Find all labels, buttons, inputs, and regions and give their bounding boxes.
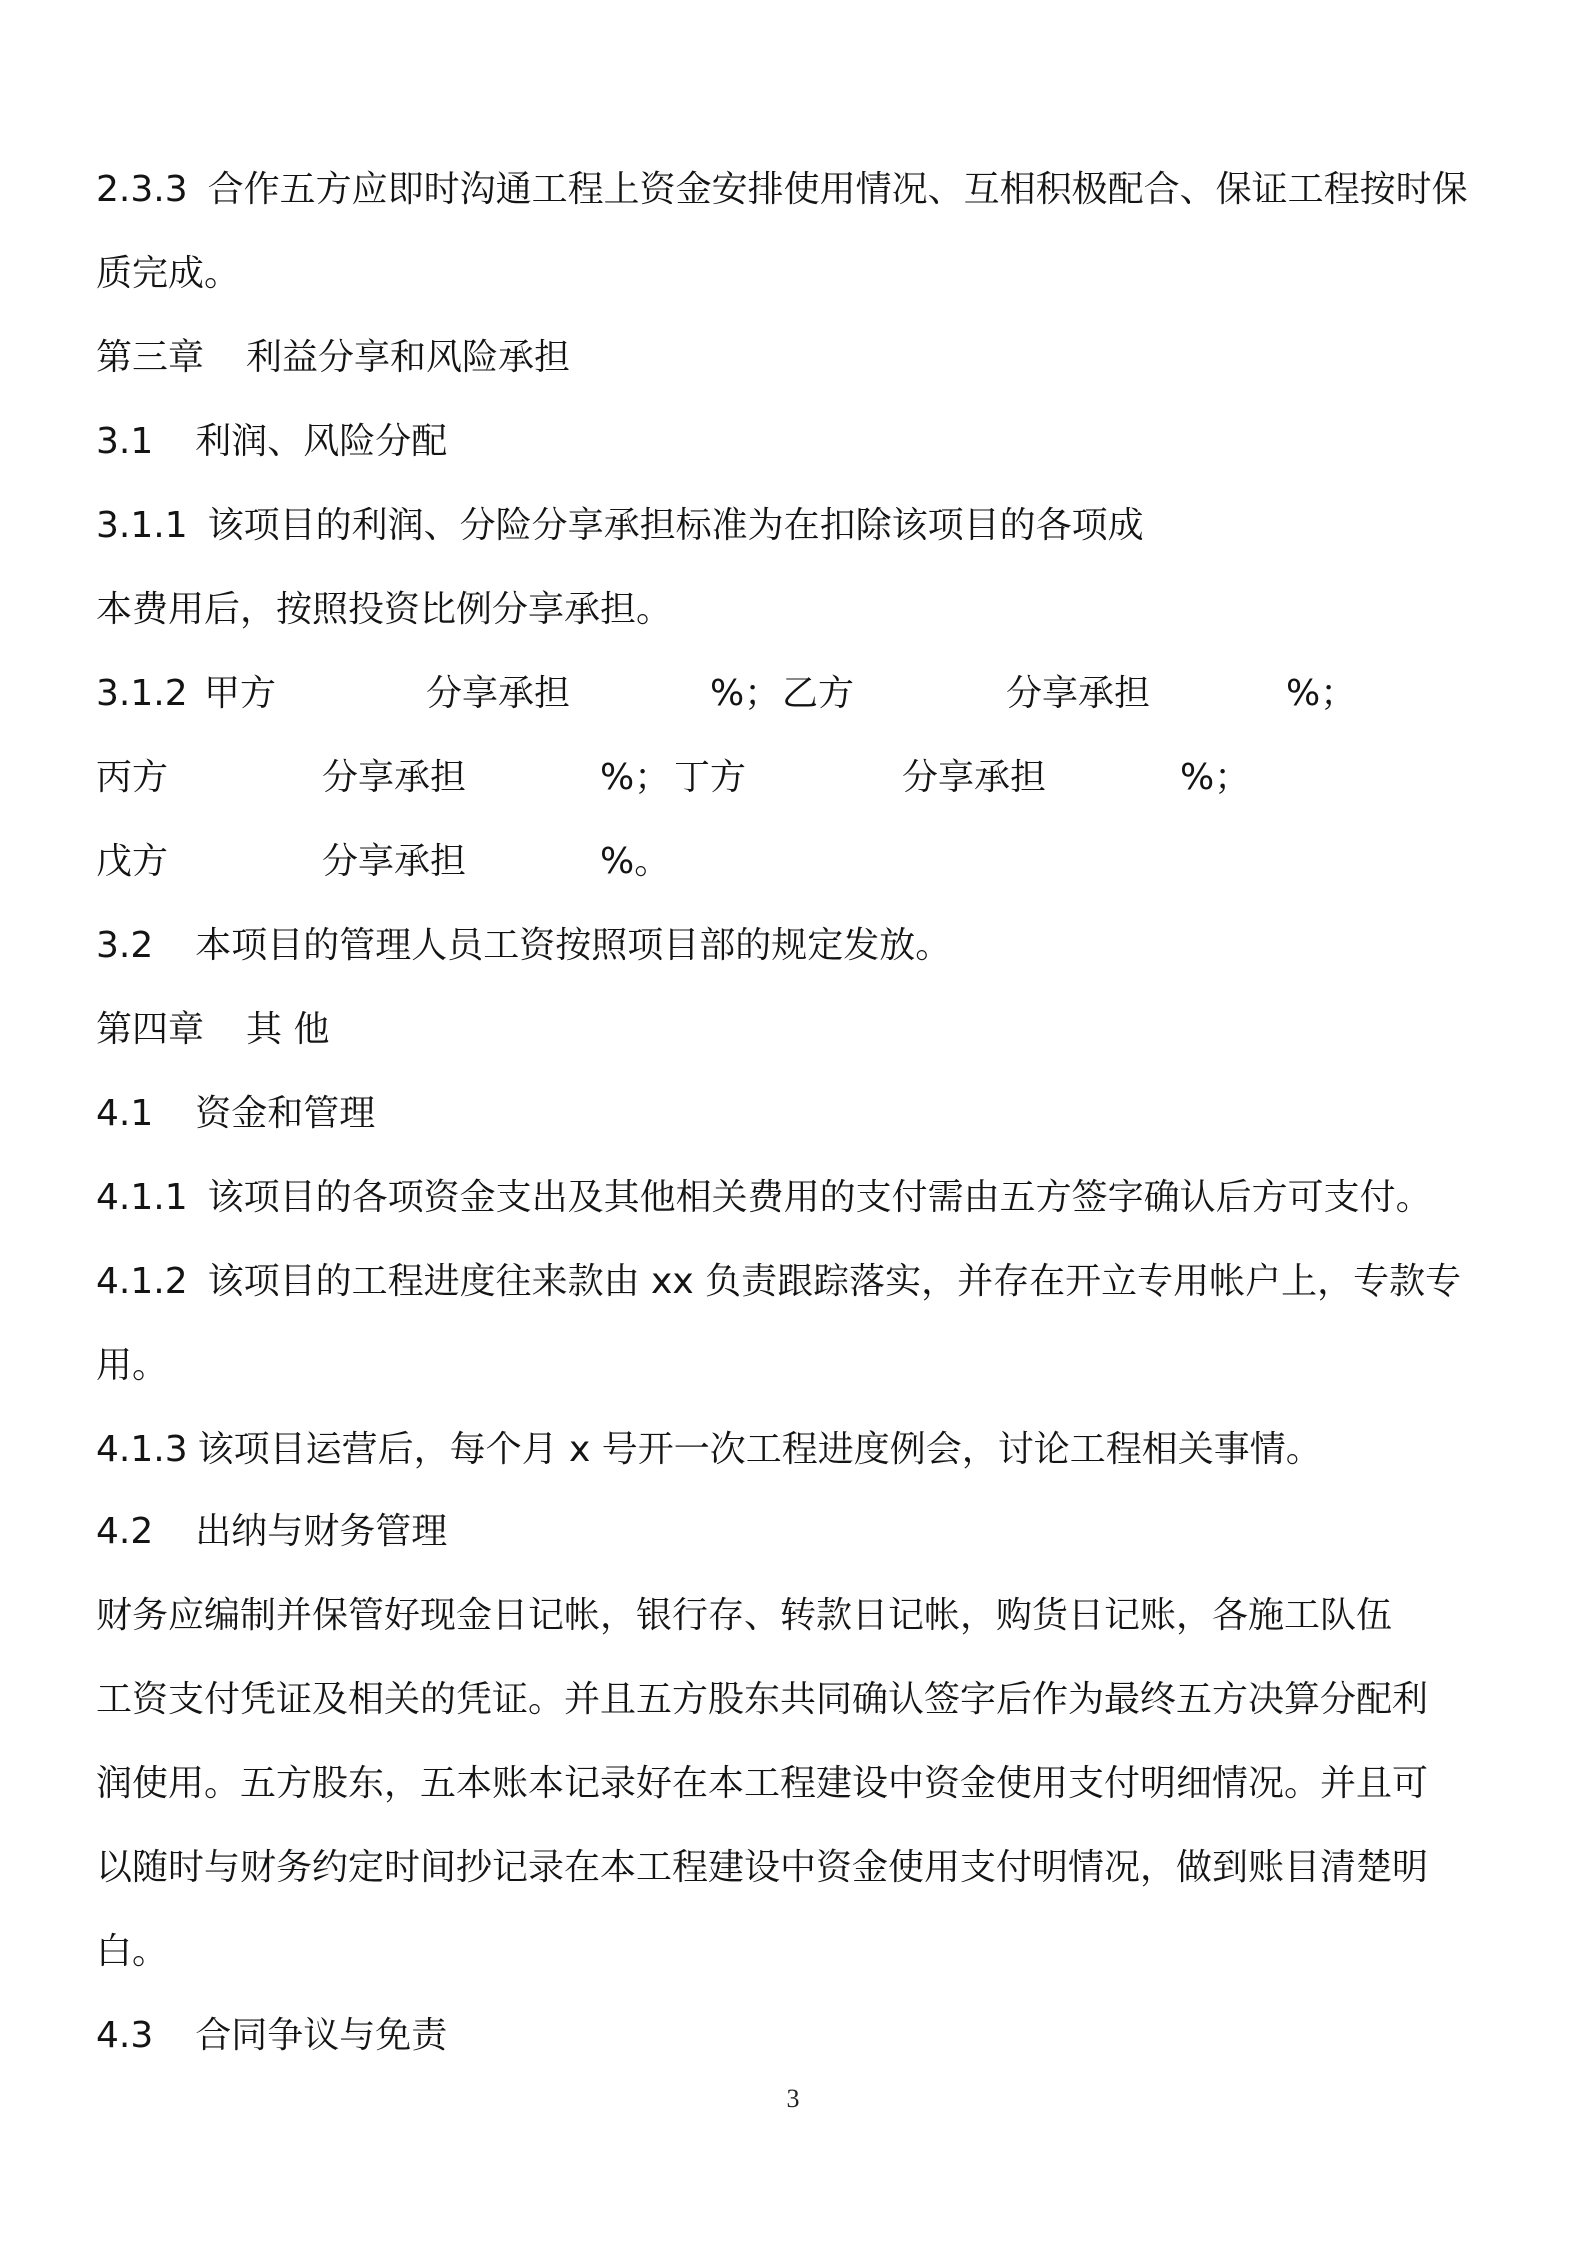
clause-text: 合作五方应即时沟通工程上资金安排使用情况、互相积极配合、保证工程按时保 [207, 169, 1468, 210]
paragraph-3-1-2-row-1 [96, 670, 1506, 718]
section-3-2 [96, 922, 1506, 970]
percent-blank: %。 [600, 841, 671, 882]
clause-number: 4.1.3 [96, 1429, 188, 1470]
section-4-2-heading [96, 1508, 1506, 1556]
party-wu: 戊方 [96, 841, 169, 882]
paragraph-4-1-2-continued [96, 1342, 1506, 1390]
share-label: 分享承担 [322, 841, 467, 882]
percent-blank: %； [600, 757, 671, 798]
body-text: 润使用。五方股东，五本账本记录好在本工程建设中资金使用支付明细情况。并且可 [96, 1763, 1429, 1804]
section-number: 3.2 [96, 925, 154, 966]
percent-blank: %； [710, 673, 781, 714]
clause-text: 该项目的利润、分险分享承担标准为在扣除该项目的各项成 [207, 505, 1144, 546]
body-text: 以随时与财务约定时间抄记录在本工程建设中资金使用支付明情况，做到账目清楚明 [96, 1847, 1429, 1888]
section-number: 4.1 [96, 1093, 154, 1134]
clause-number: 3.1.1 [96, 505, 188, 546]
paragraph-3-1-2-row-2 [96, 754, 1506, 802]
paragraph-2-3-3 [96, 166, 1506, 214]
section-3-1-heading [96, 418, 1506, 466]
paragraph-3-1-1-continued [96, 586, 1506, 634]
share-label: 分享承担 [322, 757, 467, 798]
party-yi: 乙方 [782, 673, 855, 714]
paragraph-4-2-line-3 [96, 1760, 1506, 1808]
paragraph-4-2-line-4 [96, 1844, 1506, 1892]
paragraph-4-1-3 [96, 1426, 1506, 1474]
body-text: 工资支付凭证及相关的凭证。并且五方股东共同确认签字后作为最终五方决算分配利 [96, 1679, 1429, 1720]
chapter-label: 第三章 [96, 337, 205, 378]
clause-number: 2.3.3 [96, 169, 188, 210]
section-number: 4.2 [96, 1511, 154, 1552]
party-ding: 丁方 [674, 757, 747, 798]
clause-number: 4.1.2 [96, 1261, 188, 1302]
page-number: 3 [786, 2084, 800, 2113]
clause-text: 质完成。 [96, 253, 241, 294]
body-text: 白。 [96, 1931, 169, 1972]
clause-text: 该项目运营后，每个月 x 号开一次工程进度例会，讨论工程相关事情。 [197, 1429, 1322, 1470]
body-text: 财务应编制并保管好现金日记帐，银行存、转款日记帐，购货日记账，各施工队伍 [96, 1595, 1393, 1636]
section-number: 4.3 [96, 2015, 154, 2056]
chapter-label: 第四章 [96, 1009, 205, 1050]
paragraph-4-2-line-2 [96, 1676, 1506, 1724]
paragraph-3-1-2-row-3 [96, 838, 1506, 886]
share-label: 分享承担 [426, 673, 571, 714]
paragraph-3-1-1 [96, 502, 1506, 550]
section-title: 利润、风险分配 [195, 421, 448, 462]
percent-blank: %； [1180, 757, 1251, 798]
clause-number: 3.1.2 [96, 673, 188, 714]
clause-number: 4.1.1 [96, 1177, 188, 1218]
share-label: 分享承担 [902, 757, 1047, 798]
percent-blank: %； [1286, 673, 1357, 714]
clause-text: 本费用后，按照投资比例分享承担。 [96, 589, 673, 630]
chapter-4-heading [96, 1006, 1506, 1054]
paragraph-4-2-line-1 [96, 1592, 1506, 1640]
section-4-1-heading [96, 1090, 1506, 1138]
section-text: 本项目的管理人员工资按照项目部的规定发放。 [195, 925, 952, 966]
clause-text: 用。 [96, 1345, 169, 1386]
section-title: 合同争议与免责 [195, 2015, 448, 2056]
section-number: 3.1 [96, 421, 154, 462]
section-title: 出纳与财务管理 [195, 1511, 448, 1552]
paragraph-2-3-3-continued [96, 250, 1506, 298]
section-4-3-heading [96, 2012, 1506, 2060]
chapter-title: 利益分享和风险承担 [246, 337, 571, 378]
party-bing: 丙方 [96, 757, 169, 798]
paragraph-4-1-2 [96, 1258, 1506, 1306]
paragraph-4-2-line-5 [96, 1928, 1506, 1976]
clause-text: 该项目的各项资金支出及其他相关费用的支付需由五方签字确认后方可支付。 [207, 1177, 1432, 1218]
paragraph-4-1-1 [96, 1174, 1506, 1222]
chapter-title: 其 他 [246, 1009, 330, 1050]
clause-text: 该项目的工程进度往来款由 xx 负责跟踪落实，并存在开立专用帐户上，专款专 [207, 1261, 1462, 1302]
share-label: 分享承担 [1006, 673, 1151, 714]
party-jia: 甲方 [204, 673, 277, 714]
chapter-3-heading [96, 334, 1506, 382]
section-title: 资金和管理 [195, 1093, 376, 1134]
